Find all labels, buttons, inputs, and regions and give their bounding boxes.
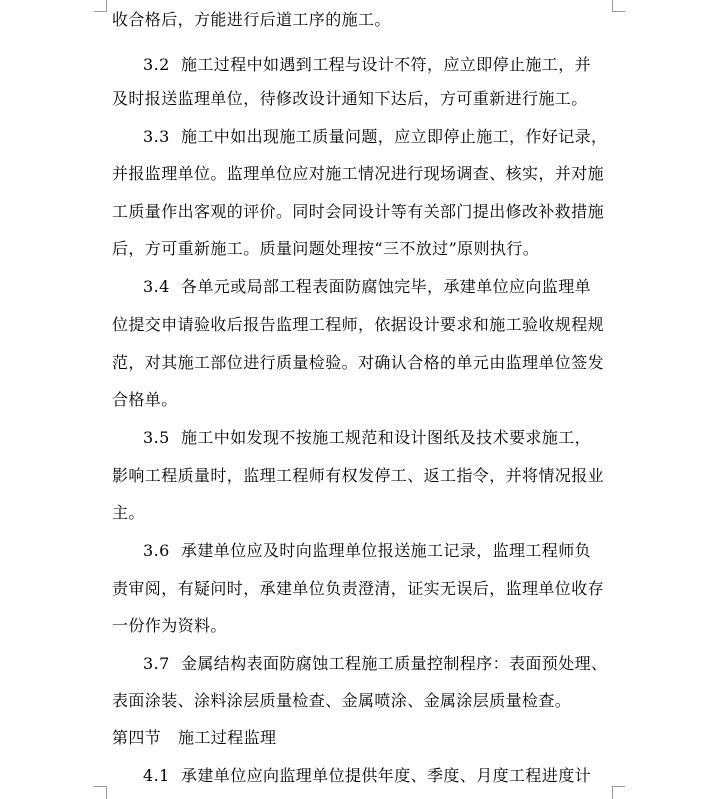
text-line: 责审阅，有疑问时，承建单位负责澄清，证实无误后，监理单位收存 [112,579,605,598]
clause-3-2-first-line [143,55,639,75]
clause-number: 3.7 [143,654,170,673]
text-line: 位提交申请验收后报告监理工程师，依据设计要求和施工验收规程规 [112,315,605,334]
text-line: 一份作为资料。 [112,616,227,635]
clause-number: 3.3 [143,127,170,146]
text-line: 工质量作出客观的评价。同时会同设计等有关部门提出修改补救措施 [112,202,605,221]
text-line: 及时报送监理单位，待修改设计通知下达后，方可重新进行施工。 [112,89,588,108]
clause-number: 3.2 [143,55,170,74]
clause-number: 3.4 [143,277,170,296]
text-line: 并报监理单位。监理单位应对施工情况进行现场调查、核实，并对施 [112,164,605,183]
clause-text: 承建单位应向监理单位提供年度、季度、月度工程进度计 [181,766,592,785]
page-corner-mark [612,786,625,799]
clause-number: 3.5 [143,428,170,447]
clause-number: 3.6 [143,541,170,560]
clause-text: 承建单位应及时向监理单位报送施工记录，监理工程师负 [181,541,592,560]
section-number: 第四节 [112,728,162,747]
clause-number: 4.1 [143,766,170,785]
text-line: 表面涂装、涂料涂层质量检查、金属喷涂、金属涂层质量检查。 [112,691,572,710]
clause-3-6-first-line [143,541,639,561]
section-title: 施工过程监理 [178,728,277,747]
page-corner-mark [94,786,107,799]
text-line: 主。 [112,503,145,522]
clause-text: 施工中如出现施工质量问题，应立即停止施工，作好记录， [181,127,608,146]
clause-text: 各单元或局部工程表面防腐蚀完毕，承建单位应向监理单 [181,277,592,296]
clause-text: 金属结构表面防腐蚀工程施工质量控制程序：表面预处理、 [181,654,608,673]
text-line: 范，对其施工部位进行质量检验。对确认合格的单元由监理单位签发 [112,353,605,372]
clause-4-1-first-line [143,766,639,786]
page-corner-mark [94,0,107,12]
text-line: 收合格后，方能进行后道工序的施工。 [112,10,391,29]
clause-3-3-first-line [143,127,639,147]
clause-3-5-first-line [143,428,639,448]
text-line: 影响工程质量时，监理工程师有权发停工、返工指令，并将情况报业 [112,466,605,485]
page-corner-mark [612,0,625,12]
clause-text: 施工过程中如遇到工程与设计不符，应立即停止施工，并 [181,55,592,74]
text-line: 合格单。 [112,390,178,409]
text-line: 后，方可重新施工。质量问题处理按“三不放过”原则执行。 [112,239,540,258]
clause-text: 施工中如发现不按施工规范和设计图纸及技术要求施工， [181,428,592,447]
clause-3-7-first-line [143,654,639,674]
clause-3-4-first-line [143,277,639,297]
section-heading [112,728,608,748]
